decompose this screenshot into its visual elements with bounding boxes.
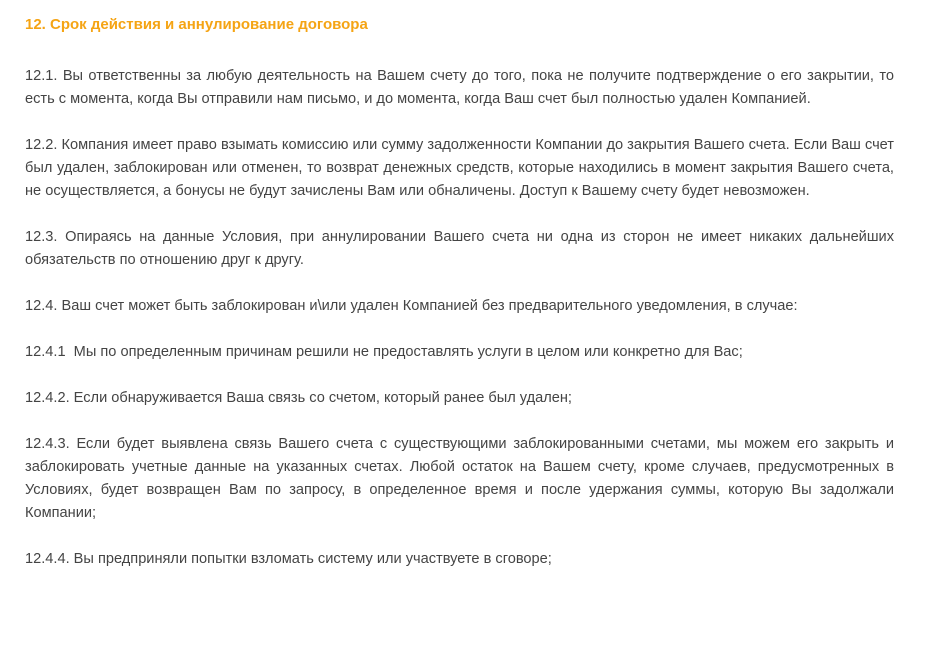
clause-12-3: 12.3. Опираясь на данные Условия, при аннулировании Вашего счета ни одна из сторон не имеет никаких дальнейших обязательств по отношению друг к другу.: [25, 229, 894, 268]
clause-12-4-2: 12.4.2. Если обнаруживается Ваша связь со счетом, который ранее был удален;: [25, 390, 572, 406]
clause-12-4: 12.4. Ваш счет может быть заблокирован и\или удален Компанией без предварительного уведомления, в случае:: [25, 298, 798, 314]
clause-12-2: 12.2. Компания имеет право взымать комиссию или сумму задолженности Компании до закрытия Вашего счета. Если Ваш счет был удален, заблокирован или отменен, то возврат денежных средств, которые находились в момент закрытия Вашего счета, не осуществляется, а бонусы не будут зачислены Вам или обналичены. Доступ к Вашему счету будет невозможен.: [25, 137, 894, 199]
clause-12-4-1: 12.4.1 Мы по определенным причинам решили не предоставлять услуги в целом или конкретно для Вас;: [25, 344, 743, 360]
clause-12-4-4: 12.4.4. Вы предприняли попытки взломать систему или участвуете в сговоре;: [25, 551, 552, 567]
clause-12-1: 12.1. Вы ответственны за любую деятельность на Вашем счету до того, пока не получите подтверждение о его закрытии, то есть с момента, когда Вы отправили нам письмо, и до момента, когда Ваш счет был полностью удален Компанией.: [25, 68, 894, 107]
clause-12-4-3: 12.4.3. Если будет выявлена связь Вашего счета с существующими заблокированными счетами, мы можем его закрыть и заблокировать учетные данные на указанных счетах. Любой остаток на Вашем счету, кроме случаев, предусмотренных в Условиях, будет возвращен Вам по запросу, в определенное время и после удержания суммы, которую Вы задолжали Компании;: [25, 436, 894, 521]
section-title: 12. Срок действия и аннулирование договора: [25, 16, 368, 33]
